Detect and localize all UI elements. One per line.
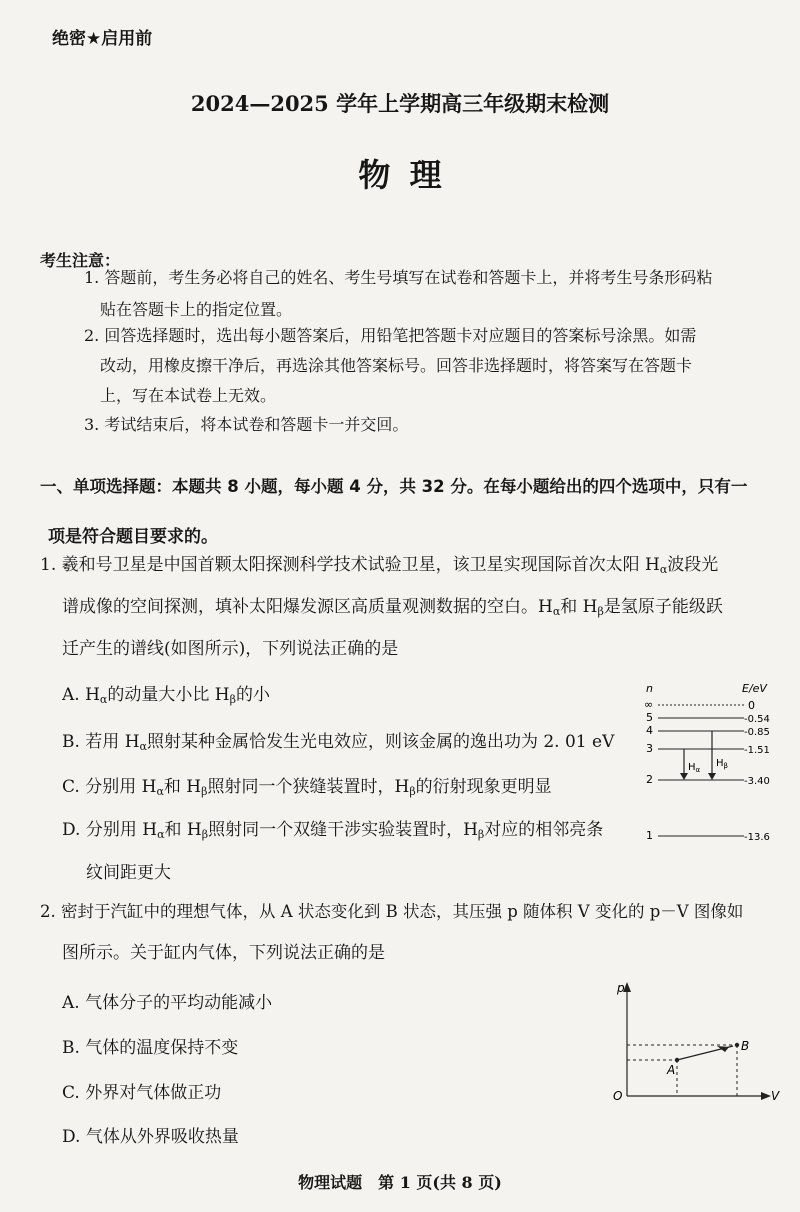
h-beta-label: $H_\beta$ [716, 758, 728, 770]
notice-item-1-line-2: 贴在答题卡上的指定位置。 [100, 300, 293, 319]
level-e-3: -1.51 [744, 745, 770, 756]
notice-item-1-line-1: 1. 答题前，考生务必将自己的姓名、考生号填写在试卷和答题卡上，并将考生号条形码粘 [84, 268, 713, 287]
level-n-3: 3 [646, 742, 653, 755]
level-e-1: -13.6 [744, 832, 770, 843]
state-a-label: A [667, 1063, 676, 1077]
state-b-label: B [741, 1039, 750, 1053]
notice-heading: 考生注意： [40, 251, 121, 270]
q2-line-2: 图所示。关于缸内气体，下列说法正确的是 [62, 943, 385, 963]
q1-line-3: 迁产生的谱线(如图所示)，下列说法正确的是 [62, 639, 399, 659]
q1-option-c: C. 分别用 $H_\alpha$和 $H_\beta$照射同一个狭缝装置时，$H_\beta$的衍射现象更明显 [62, 777, 552, 798]
q2-option-a: A. 气体分子的平均动能减小 [62, 993, 273, 1013]
section-1-line-1: 一、单项选择题：本题共 8 小题，每小题 4 分，共 32 分。在每小题给出的四个选项中，只有一 [40, 477, 748, 496]
notice-item-2-line-3: 上，写在本试卷上无效。 [100, 386, 277, 405]
state-a-point [675, 1058, 679, 1062]
page-footer: 物理试题 第 1 页(共 8 页) [298, 1173, 502, 1192]
q1-option-a: A. $H_\alpha$的动量大小比 $H_\beta$的小 [62, 685, 270, 706]
notice-item-3: 3. 考试结束后，将本试卷和答题卡一并交回。 [84, 415, 409, 434]
q2-option-c: C. 外界对气体做正功 [62, 1083, 222, 1103]
h-alpha-arrowhead [680, 773, 688, 780]
notice-item-2-line-1: 2. 回答选择题时，选出每小题答案后，用铅笔把答题卡对应题目的答案标号涂黑。如需 [84, 326, 697, 345]
q1-line-1: 1. 羲和号卫星是中国首颗太阳探测科学技术试验卫星，该卫星实现国际首次太阳 $H_\alpha$波段光 [40, 555, 719, 576]
level-e-4: -0.85 [744, 727, 770, 738]
level-e-inf: 0 [748, 699, 755, 712]
pv-graph [605, 978, 785, 1108]
level-e-2: -3.40 [744, 776, 770, 787]
level-n-4: 4 [646, 724, 653, 737]
energy-level-diagram [640, 678, 790, 848]
level-n-2: 2 [646, 773, 653, 786]
state-b-point [735, 1043, 739, 1047]
level-n-5: 5 [646, 711, 653, 724]
q1-option-d-line-2: 纹间距更大 [86, 863, 171, 883]
energy-axis-label: E/eV [742, 682, 767, 695]
n-axis-label: n [646, 682, 653, 695]
level-n-inf: ∞ [644, 698, 654, 711]
notice-item-2-line-2: 改动，用橡皮擦干净后，再选涂其他答案标号。回答非选择题时，将答案写在答题卡 [100, 356, 693, 375]
p-axis-label: p [617, 981, 625, 995]
confidential-mark: 绝密★启用前 [52, 29, 153, 49]
subject-title: 物理 [358, 156, 461, 194]
level-e-5: -0.54 [744, 714, 770, 725]
q2-option-d: D. 气体从外界吸收热量 [62, 1127, 239, 1147]
q1-option-b: B. 若用 $H_\alpha$照射某种金属恰发生光电效应，则该金属的逸出功为 2. 01 eV [62, 732, 615, 753]
v-axis-label: V [771, 1089, 780, 1103]
h-beta-arrowhead [708, 773, 716, 780]
level-n-1: 1 [646, 829, 653, 842]
h-alpha-label: $H_\alpha$ [688, 762, 701, 774]
exam-title: 2024—2025 学年上学期高三年级期末检测 [190, 91, 610, 116]
origin-label: O [613, 1089, 623, 1103]
q2-line-1: 2. 密封于汽缸中的理想气体，从 A 状态变化到 B 状态，其压强 p 随体积 V 变化的 p－V 图像如 [40, 902, 744, 921]
q2-option-b: B. 气体的温度保持不变 [62, 1038, 239, 1058]
section-1-line-2: 项是符合题目要求的。 [48, 527, 218, 547]
q1-option-d: D. 分别用 $H_\alpha$和 $H_\beta$照射同一个双缝干涉实验装置时，$H_\beta$对应的相邻亮条 [62, 820, 604, 841]
v-axis-arrowhead [761, 1092, 771, 1100]
q1-line-2: 谱成像的空间探测，填补太阳爆发源区高质量观测数据的空白。$H_\alpha$和 $H_\beta$是氢原子能级跃 [62, 597, 723, 618]
